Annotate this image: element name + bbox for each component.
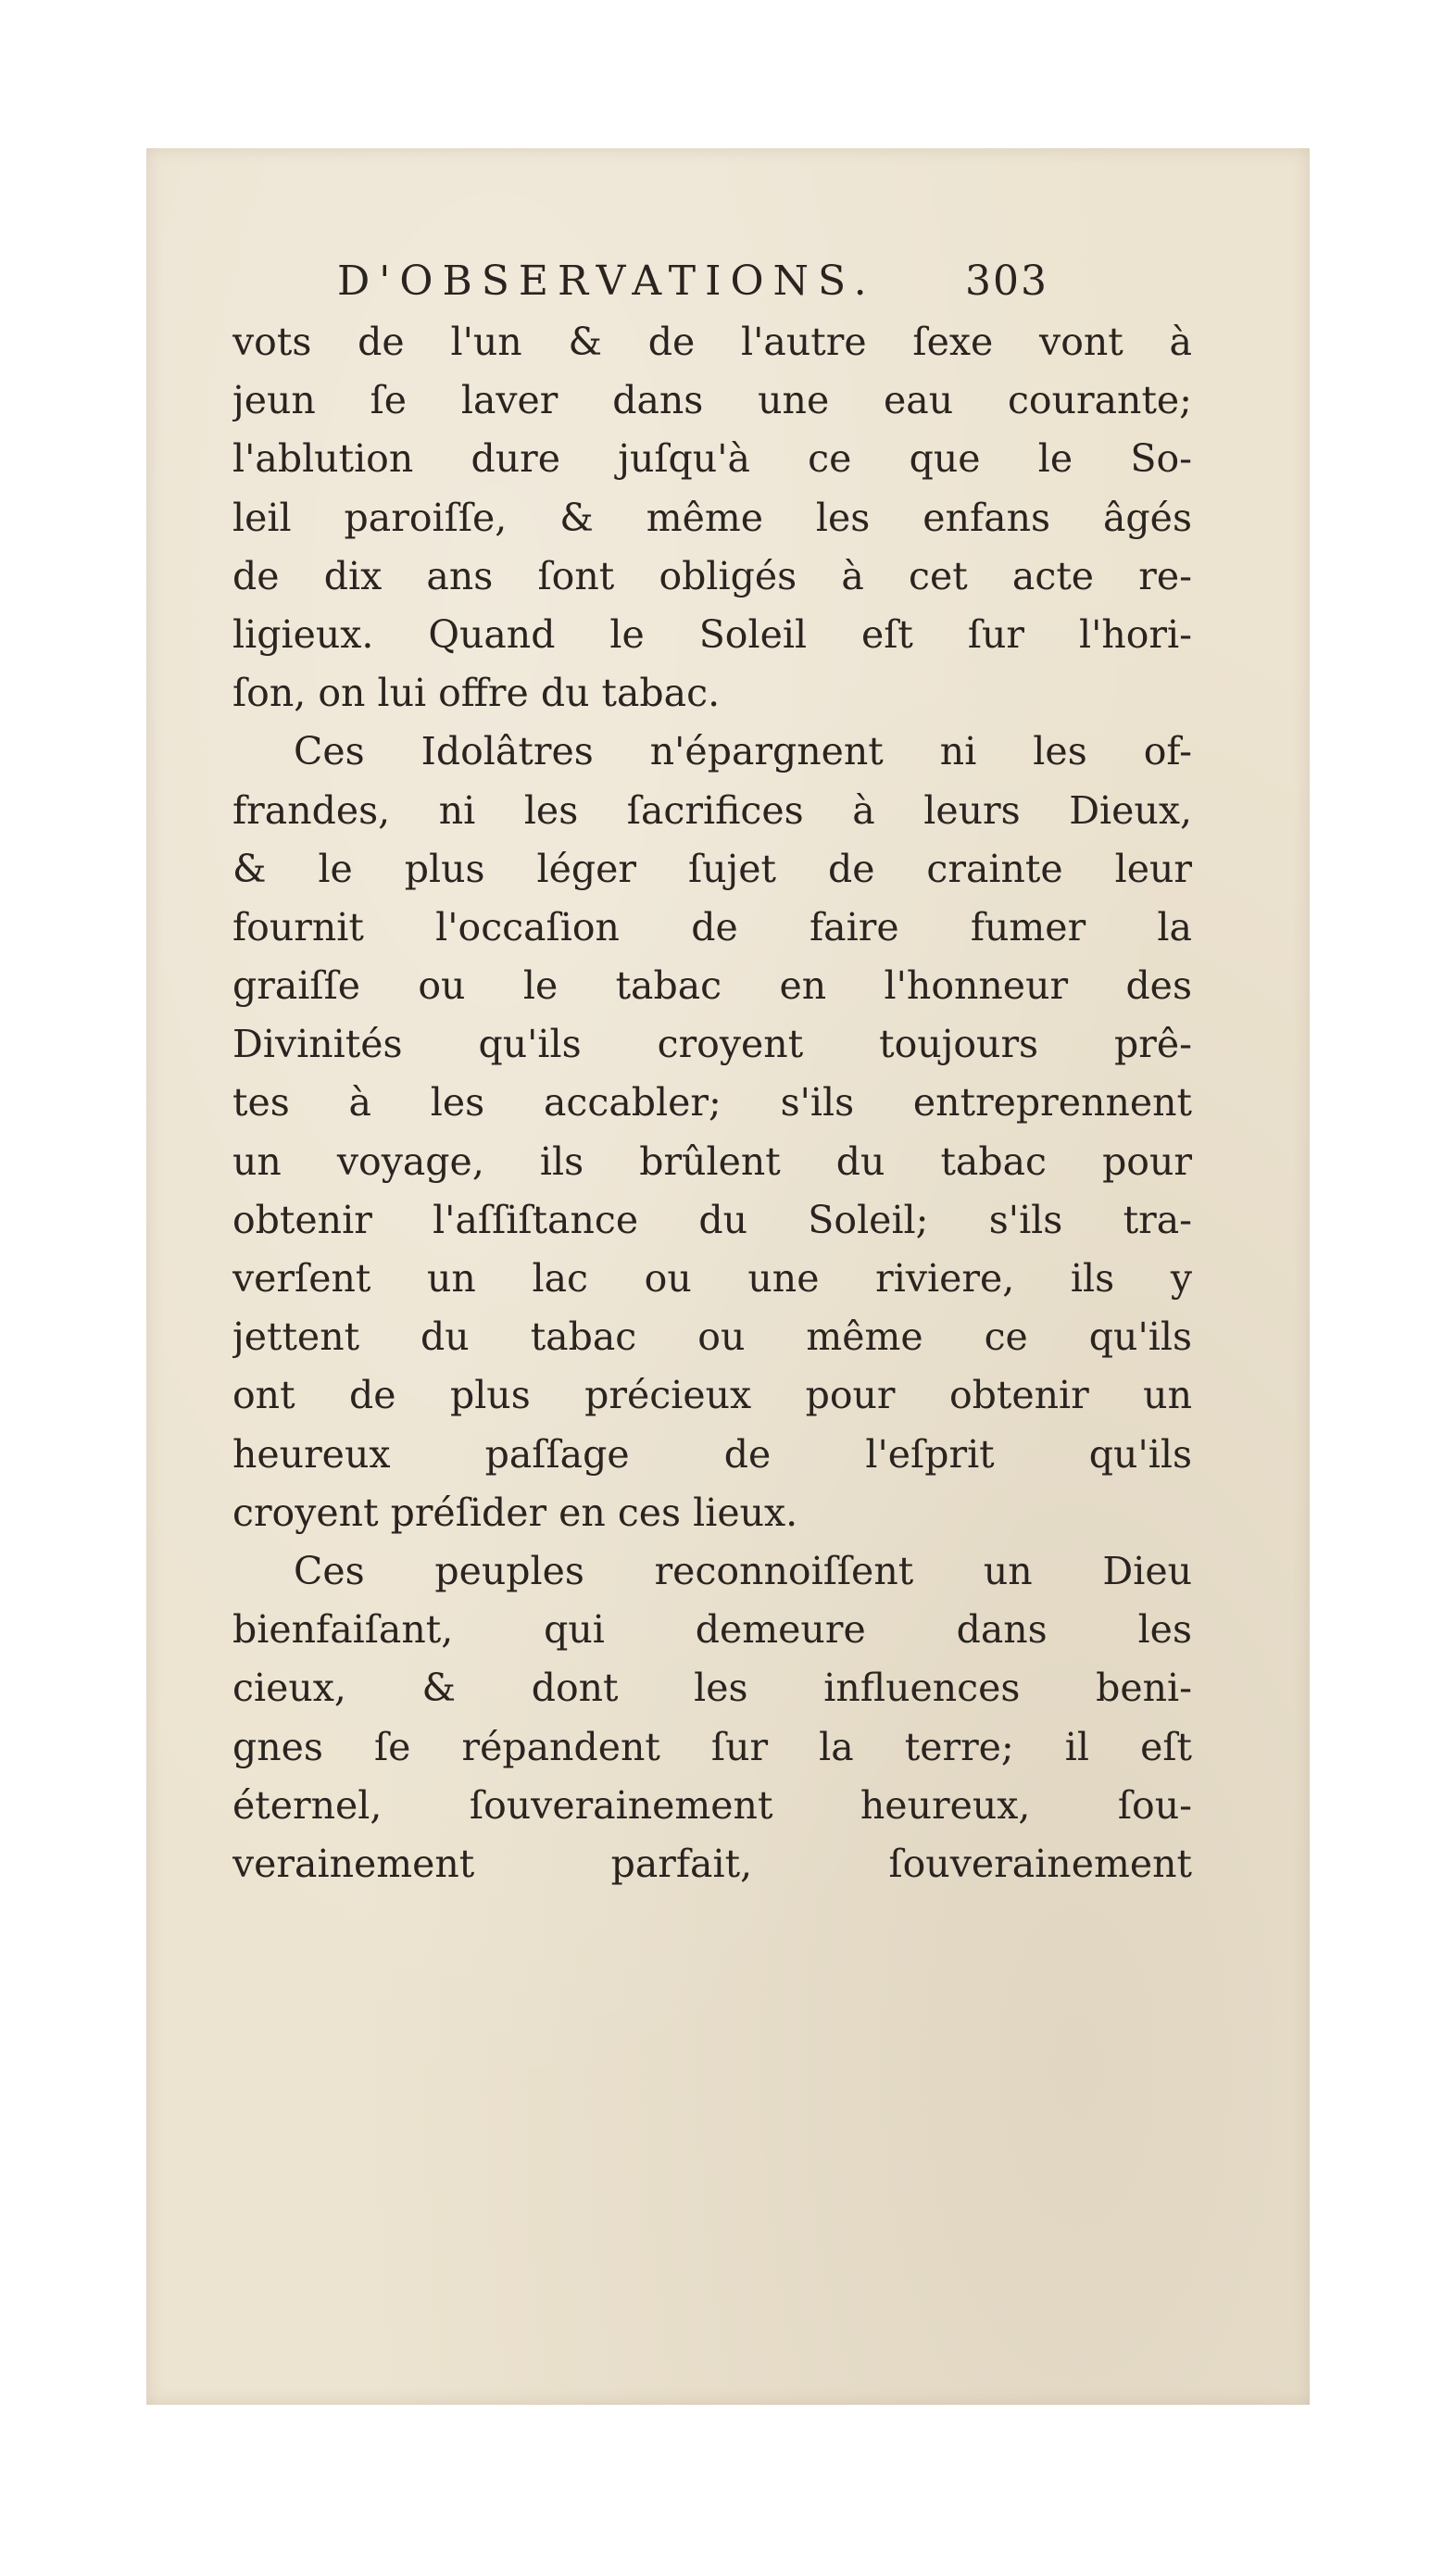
text-line: l'ablution dure juſqu'à ce que le So- (232, 436, 1192, 482)
text-line: vots de l'un & de l'autre ſexe vont à (232, 320, 1192, 364)
text-line: jeun ſe laver dans une eau courante; (232, 378, 1192, 423)
text-line: jettent du tabac ou même ce qu'ils (232, 1314, 1192, 1360)
text-line: verſent un lac ou une riviere, ils y (232, 1256, 1192, 1301)
paragraph-start-line: Ces Idolâtres n'épargnent ni les of- (294, 729, 1192, 774)
text-line: graiſſe ou le tabac en l'honneur des (232, 963, 1192, 1009)
text-line: de dix ans ſont obligés à cet acte re- (232, 553, 1192, 598)
text-line: bienfaiſant, qui demeure dans les (232, 1607, 1192, 1653)
text-line: heureux paſſage de l'eſprit qu'ils (232, 1431, 1192, 1477)
text-line: tes à les accabler; s'ils entreprennent (232, 1080, 1192, 1126)
text-line: Divinités qu'ils croyent toujours prê- (232, 1022, 1192, 1067)
text-line: ligieux. Quand le Soleil eſt ſur l'hori- (232, 611, 1192, 657)
text-line: & le plus léger ſujet de crainte leur (232, 846, 1192, 891)
running-title: D'OBSERVATIONS. (337, 258, 876, 305)
book-page (146, 148, 1310, 2405)
paragraph-start-line: Ces peuples reconnoiſſent un Dieu (294, 1548, 1192, 1593)
text-line: frandes, ni les ſacrifices à leurs Dieux, (232, 787, 1192, 833)
text-line: fournit l'occaſion de faire fumer la (232, 904, 1192, 950)
text-line: éternel, ſouverainement heureux, ſou- (232, 1782, 1192, 1828)
text-line: croyent préſider en ces lieux. (232, 1490, 798, 1535)
text-line: ont de plus précieux pour obtenir un (232, 1373, 1192, 1418)
body-text (232, 313, 1192, 1893)
text-line: un voyage, ils brûlent du tabac pour (232, 1138, 1192, 1184)
text-line: cieux, & dont les influences beni- (232, 1666, 1192, 1711)
text-line: verainement parfait, ſouverainement (232, 1841, 1192, 1886)
text-line: ſon, on lui offre du tabac. (232, 671, 721, 716)
text-line: obtenir l'aſſiſtance du Soleil; s'ils tra- (232, 1197, 1192, 1242)
text-line: leil paroiſſe, & même les enfans âgés (232, 495, 1192, 540)
page-number: 303 (965, 258, 1048, 305)
text-line: gnes ſe répandent ſur la terre; il eſt (232, 1724, 1192, 1769)
